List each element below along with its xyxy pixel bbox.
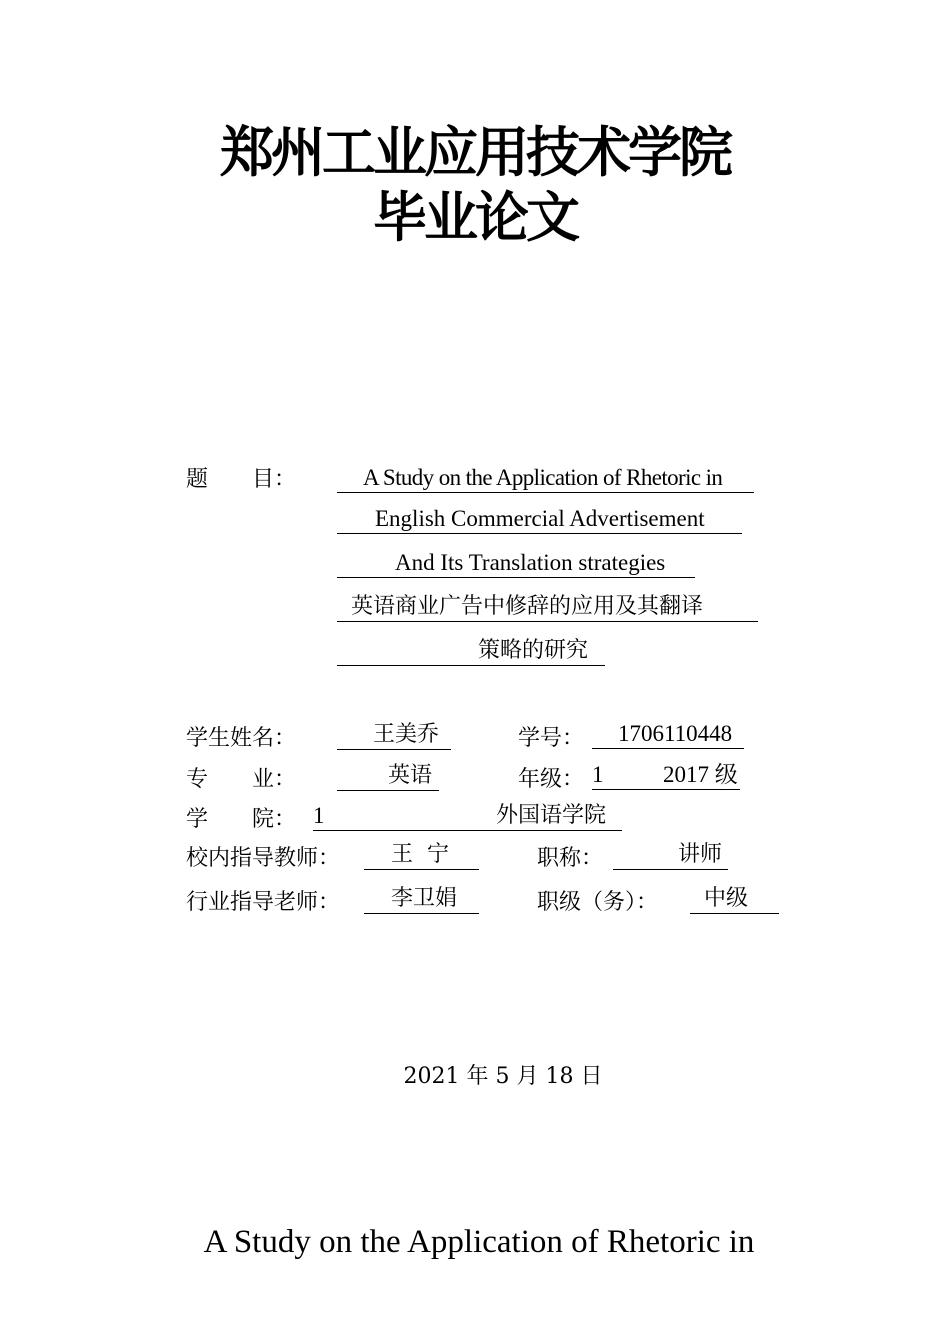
major-value: 英语 xyxy=(337,762,439,791)
industry-rank-label: 职级（务）： xyxy=(537,890,659,915)
college-field xyxy=(313,802,622,831)
school-name: 郑州工业应用技术学院 xyxy=(220,121,730,184)
grade-prefix: 1 xyxy=(592,762,604,787)
title-line-1: A Study on the Application of Rhetoric in xyxy=(337,464,754,493)
title-line-2: English Commercial Advertisement xyxy=(337,505,742,534)
title-line-3: And Its Translation strategies xyxy=(337,549,695,578)
college-prefix: 1 xyxy=(313,803,325,828)
industry-rank-value: 中级 xyxy=(690,885,779,914)
title-line-4: 英语商业广告中修辞的应用及其翻译 xyxy=(337,593,758,622)
document-type: 毕业论文 xyxy=(373,186,577,249)
industry-advisor-value: 李卫娟 xyxy=(364,885,479,914)
student-name-value: 王美乔 xyxy=(337,721,451,750)
title-label: 题 目： xyxy=(186,467,297,492)
advisor-value: 王 宁 xyxy=(364,841,479,870)
submission-date: 2021 年 5 月 18 日 xyxy=(403,1064,603,1089)
college-label: 学 院： xyxy=(186,807,297,832)
major-label: 专 业： xyxy=(186,767,297,792)
advisor-title-label: 职称： xyxy=(537,846,604,871)
grade-value: 2017 级 xyxy=(663,762,738,787)
student-id-label: 学号： xyxy=(518,726,585,751)
grade-field xyxy=(592,761,740,790)
grade-label: 年级： xyxy=(518,767,585,792)
advisor-title-value: 讲师 xyxy=(613,841,728,870)
student-id-value: 1706110448 xyxy=(592,720,744,749)
title-line-5: 策略的研究 xyxy=(337,637,605,666)
industry-advisor-label: 行业指导老师： xyxy=(186,890,341,915)
college-value: 外国语学院 xyxy=(496,803,607,828)
next-page-title: A Study on the Application of Rhetoric in xyxy=(203,1224,755,1260)
student-name-label: 学生姓名： xyxy=(186,726,297,751)
advisor-label: 校内指导教师： xyxy=(186,846,341,871)
